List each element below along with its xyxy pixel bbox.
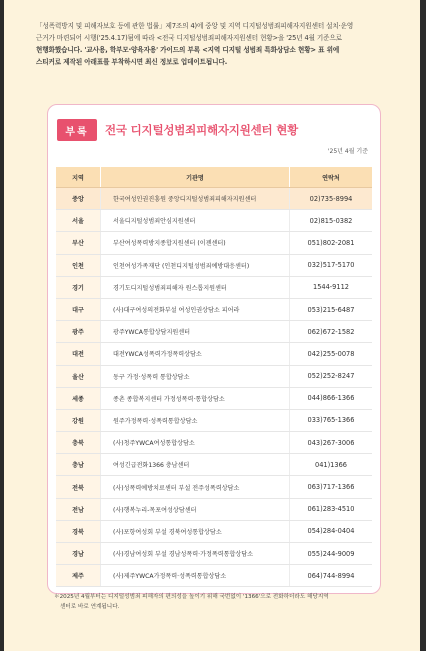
footnote [54, 592, 374, 612]
org-cell: 서울디지털성범죄안심지원센터 [101, 210, 290, 232]
region-cell: 전북 [56, 476, 101, 498]
region-cell: 대구 [56, 298, 101, 320]
tel-cell: 064)744-8994 [290, 565, 373, 587]
table-row [56, 232, 372, 254]
footnote-line-2: 센터로 바로 연계됩니다. [60, 604, 120, 610]
org-cell: (사)행복누리-목포여성상담센터 [101, 498, 290, 520]
tel-cell: 033)765-1366 [290, 409, 373, 431]
region-cell: 경북 [56, 520, 101, 542]
table-row [56, 276, 372, 298]
tel-cell: 044)866-1366 [290, 387, 373, 409]
region-cell: 전남 [56, 498, 101, 520]
org-cell: 광주YWCA통합상담지원센터 [101, 321, 290, 343]
table-row [56, 365, 372, 387]
intro-line-4: 스티커로 제작된 아래표를 부착하시면 최신 정보로 업데이트됩니다. [36, 58, 228, 66]
table-row [56, 343, 372, 365]
table-row [56, 188, 372, 210]
center-table [56, 167, 372, 587]
tel-cell: 063)717-1366 [290, 476, 373, 498]
region-cell: 광주 [56, 321, 101, 343]
table-row [56, 432, 372, 454]
region-cell: 부산 [56, 232, 101, 254]
intro-line-1: 「성폭력방지 및 피해자보호 등에 관한 법률」제7조의 4)에 중앙 및 지역 디지털성범죄피해자지원센터 설치·운영 [36, 22, 354, 30]
region-cell: 제주 [56, 565, 101, 587]
table-row [56, 476, 372, 498]
region-cell: 세종 [56, 387, 101, 409]
table-row [56, 454, 372, 476]
tel-cell: 055)244-9009 [290, 543, 373, 565]
title-row [57, 118, 298, 142]
org-cell: 동구 가정·성폭력 통합상담소 [101, 365, 290, 387]
intro-paragraph [36, 20, 394, 68]
table-row [56, 409, 372, 431]
tel-cell: 1544-9112 [290, 276, 373, 298]
org-cell: 인천여성가족재단 (인천디지털성범죄예방대응센터) [101, 254, 290, 276]
region-cell: 강원 [56, 409, 101, 431]
tel-cell: 032)517-5170 [290, 254, 373, 276]
region-cell: 대전 [56, 343, 101, 365]
tel-cell: 041)1366 [290, 454, 373, 476]
org-cell: 경기도디지털성범죄피해자 원스톱지원센터 [101, 276, 290, 298]
org-cell: (사)제주YWCA가정폭력·성폭력통합상담소 [101, 565, 290, 587]
region-cell: 인천 [56, 254, 101, 276]
basis-date: '25년 4월 기준 [327, 148, 368, 155]
org-cell: (사)경남여성회 부설 경남성폭력·가정폭력통합상담소 [101, 543, 290, 565]
org-cell: (사)포항여성회 부설 경북여성통합상담소 [101, 520, 290, 542]
org-cell: 종촌 종합복지센터 가정성폭력·통합상담소 [101, 387, 290, 409]
org-cell: 한국여성인권진흥원 중앙디지털성범죄피해자지원센터 [101, 188, 290, 210]
tel-cell: 051)802-2081 [290, 232, 373, 254]
appendix-badge: 부록 [57, 119, 97, 141]
table-row [56, 254, 372, 276]
table-row [56, 565, 372, 587]
header-region: 지역 [56, 167, 101, 188]
region-cell: 충남 [56, 454, 101, 476]
tel-cell: 053)215-6487 [290, 298, 373, 320]
page-title: 전국 디지털성범죄피해자지원센터 현황 [105, 123, 299, 137]
region-cell: 서울 [56, 210, 101, 232]
tel-cell: 02)735-8994 [290, 188, 373, 210]
region-cell: 울산 [56, 365, 101, 387]
org-cell: 원주가정폭력·성폭력통합상담소 [101, 409, 290, 431]
page-edge-right [420, 0, 426, 651]
header-tel: 연락처 [290, 167, 373, 188]
table-row [56, 387, 372, 409]
header-org: 기관명 [101, 167, 290, 188]
tel-cell: 052)252-8247 [290, 365, 373, 387]
table-row [56, 321, 372, 343]
footnote-line-1: ＊2025년 4월부터는 디지털성범죄 피해자의 편의성을 높이기 위해 국번없이 '1366'으로 전화하더라도 해당지역 [54, 594, 329, 600]
tel-cell: 043)267-3006 [290, 432, 373, 454]
region-cell: 중앙 [56, 188, 101, 210]
intro-line-3: 현행화했습니다. '교사용, 학부모·양육자용' 가이드의 부록 <지역 디지털 성범죄 특화상담소 현황> 표 위에 [36, 46, 340, 54]
table-row [56, 498, 372, 520]
org-cell: (사)대구여성의전화부설 여성인권상담소 피어라 [101, 298, 290, 320]
region-cell: 경기 [56, 276, 101, 298]
tel-cell: 042)255-0078 [290, 343, 373, 365]
table-row [56, 298, 372, 320]
region-cell: 충북 [56, 432, 101, 454]
table-row [56, 520, 372, 542]
table-row [56, 543, 372, 565]
org-cell: (사)성폭력예방치료센터 부설 전주성폭력상담소 [101, 476, 290, 498]
intro-line-2: 근거가 마련되어 시행('25.4.17)됨에 따라 <전국 디지털성범죄피해자지원센터 현황>을 '25년 4월 기준으로 [36, 34, 342, 42]
page-edge-left [0, 0, 4, 651]
tel-cell: 062)672-1582 [290, 321, 373, 343]
tel-cell: 02)815-0382 [290, 210, 373, 232]
region-cell: 경남 [56, 543, 101, 565]
org-cell: 부산여성폭력방지종합지원센터 (이젠센터) [101, 232, 290, 254]
table-header-row [56, 167, 372, 188]
appendix-card [47, 104, 381, 594]
tel-cell: 061)283-4510 [290, 498, 373, 520]
tel-cell: 054)284-0404 [290, 520, 373, 542]
org-cell: 여성긴급전화1366 충남센터 [101, 454, 290, 476]
table-row [56, 210, 372, 232]
org-cell: (사)청주YWCA여성통합상담소 [101, 432, 290, 454]
org-cell: 대전YWCA성폭력가정폭력상담소 [101, 343, 290, 365]
